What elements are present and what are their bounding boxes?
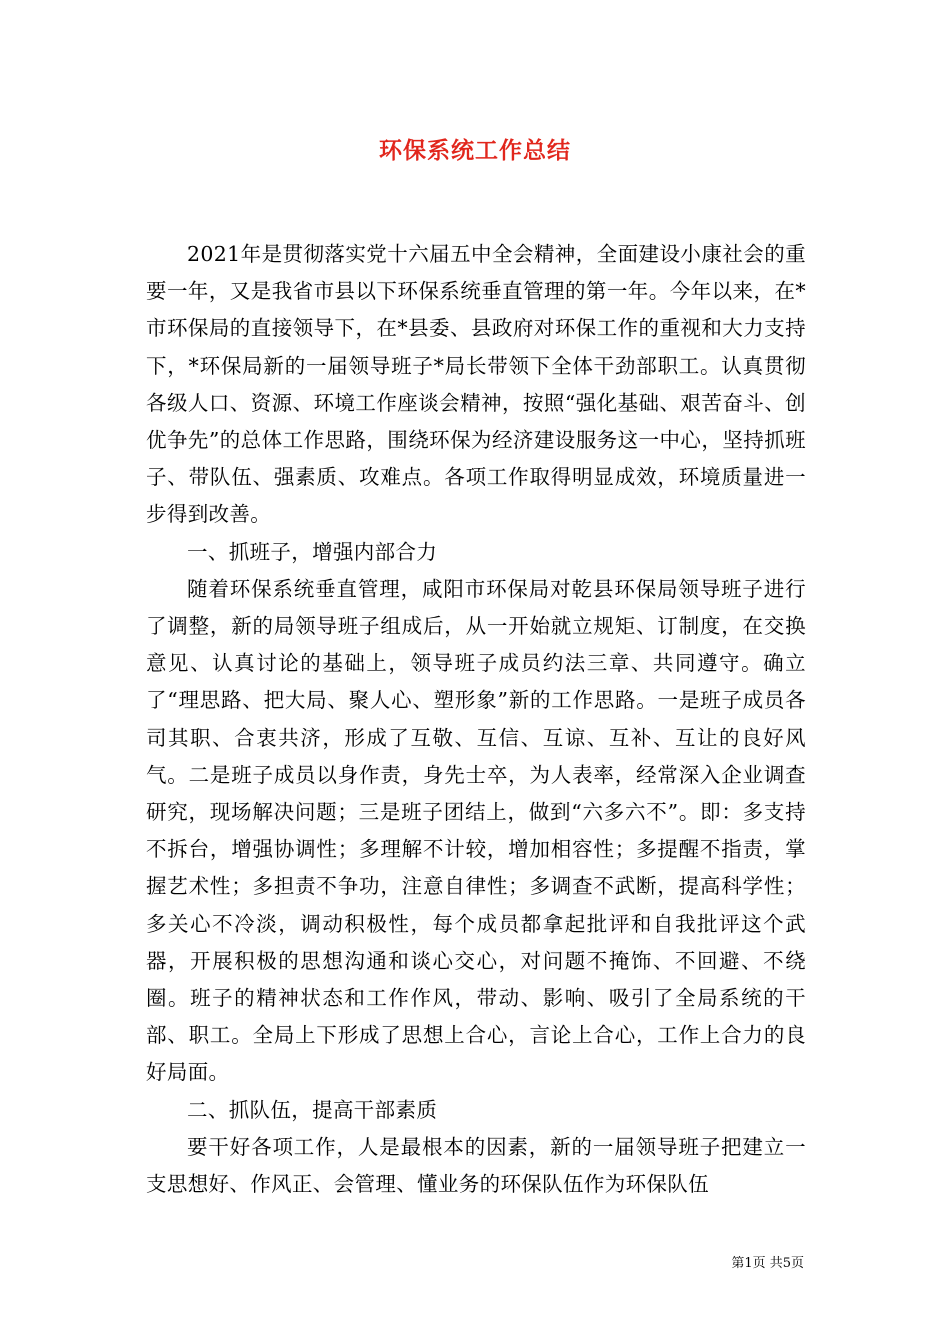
document-body [146,236,806,1203]
section-heading-2: 二、抓队伍，提高干部素质 [187,1097,438,1122]
paragraph-section-1: 随着环保系统垂直管理，咸阳市环保局对乾县环保局领导班子进行了调整，新的局领导班子组成后，从一开始就立规矩、订制度，在交换意见、认真讨论的基础上，领导班子成员约法三章、共同遵守。确立了“理思路、把大局、聚人心、塑形象”新的工作思路。一是班子成员各司其职、合衷共济，形成了互敬、互信、互谅、互补、互让的良好风气。二是班子成员以身作责，身先士卒，为人表率，经常深入企业调查研究，现场解决问题；三是班子团结上，做到“六多六不”。即：多支持不拆台，增强协调性；多理解不计较，增加相容性；多提醒不指责，掌握艺术性；多担责不争功，注意自律性；多调查不武断，提高科学性；多关心不冷淡，调动积极性，每个成员都拿起批评和自我批评这个武器，开展积极的思想沟通和谈心交心，对问题不掩饰、不回避、不绕圈。班子的精神状态和工作作风，带动、影响、吸引了全局系统的干部、职工。全局上下形成了思想上合心，言论上合心，工作上合力的良好局面。 [146,576,806,1085]
page-title: 环保系统工作总结 [379,137,571,164]
paragraph-section-2: 要干好各项工作，人是最根本的因素，新的一届领导班子把建立一支思想好、作风正、会管理、懂业务的环保队伍作为环保队伍 [146,1134,806,1197]
paragraph-intro: 2021年是贯彻落实党十六届五中全会精神，全面建设小康社会的重要一年，又是我省市县以下环保系统垂直管理的第一年。今年以来，在*市环保局的直接领导下，在*县委、县政府对环保工作的重视和大力支持下，*环保局新的一届领导班子*局长带领下全体干劲部职工。认真贯彻各级人口、资源、环境工作座谈会精神，按照“强化基础、艰苦奋斗、创优争先”的总体工作思路，围绕环保为经济建设服务这一中心，坚持抓班子、带队伍、强素质、攻难点。各项工作取得明显成效，环境质量进一步得到改善。 [146,242,806,527]
section-heading-1: 一、抓班子，增强内部合力 [187,539,438,564]
page-number-footer: 第1页 共5页 [731,1256,804,1271]
